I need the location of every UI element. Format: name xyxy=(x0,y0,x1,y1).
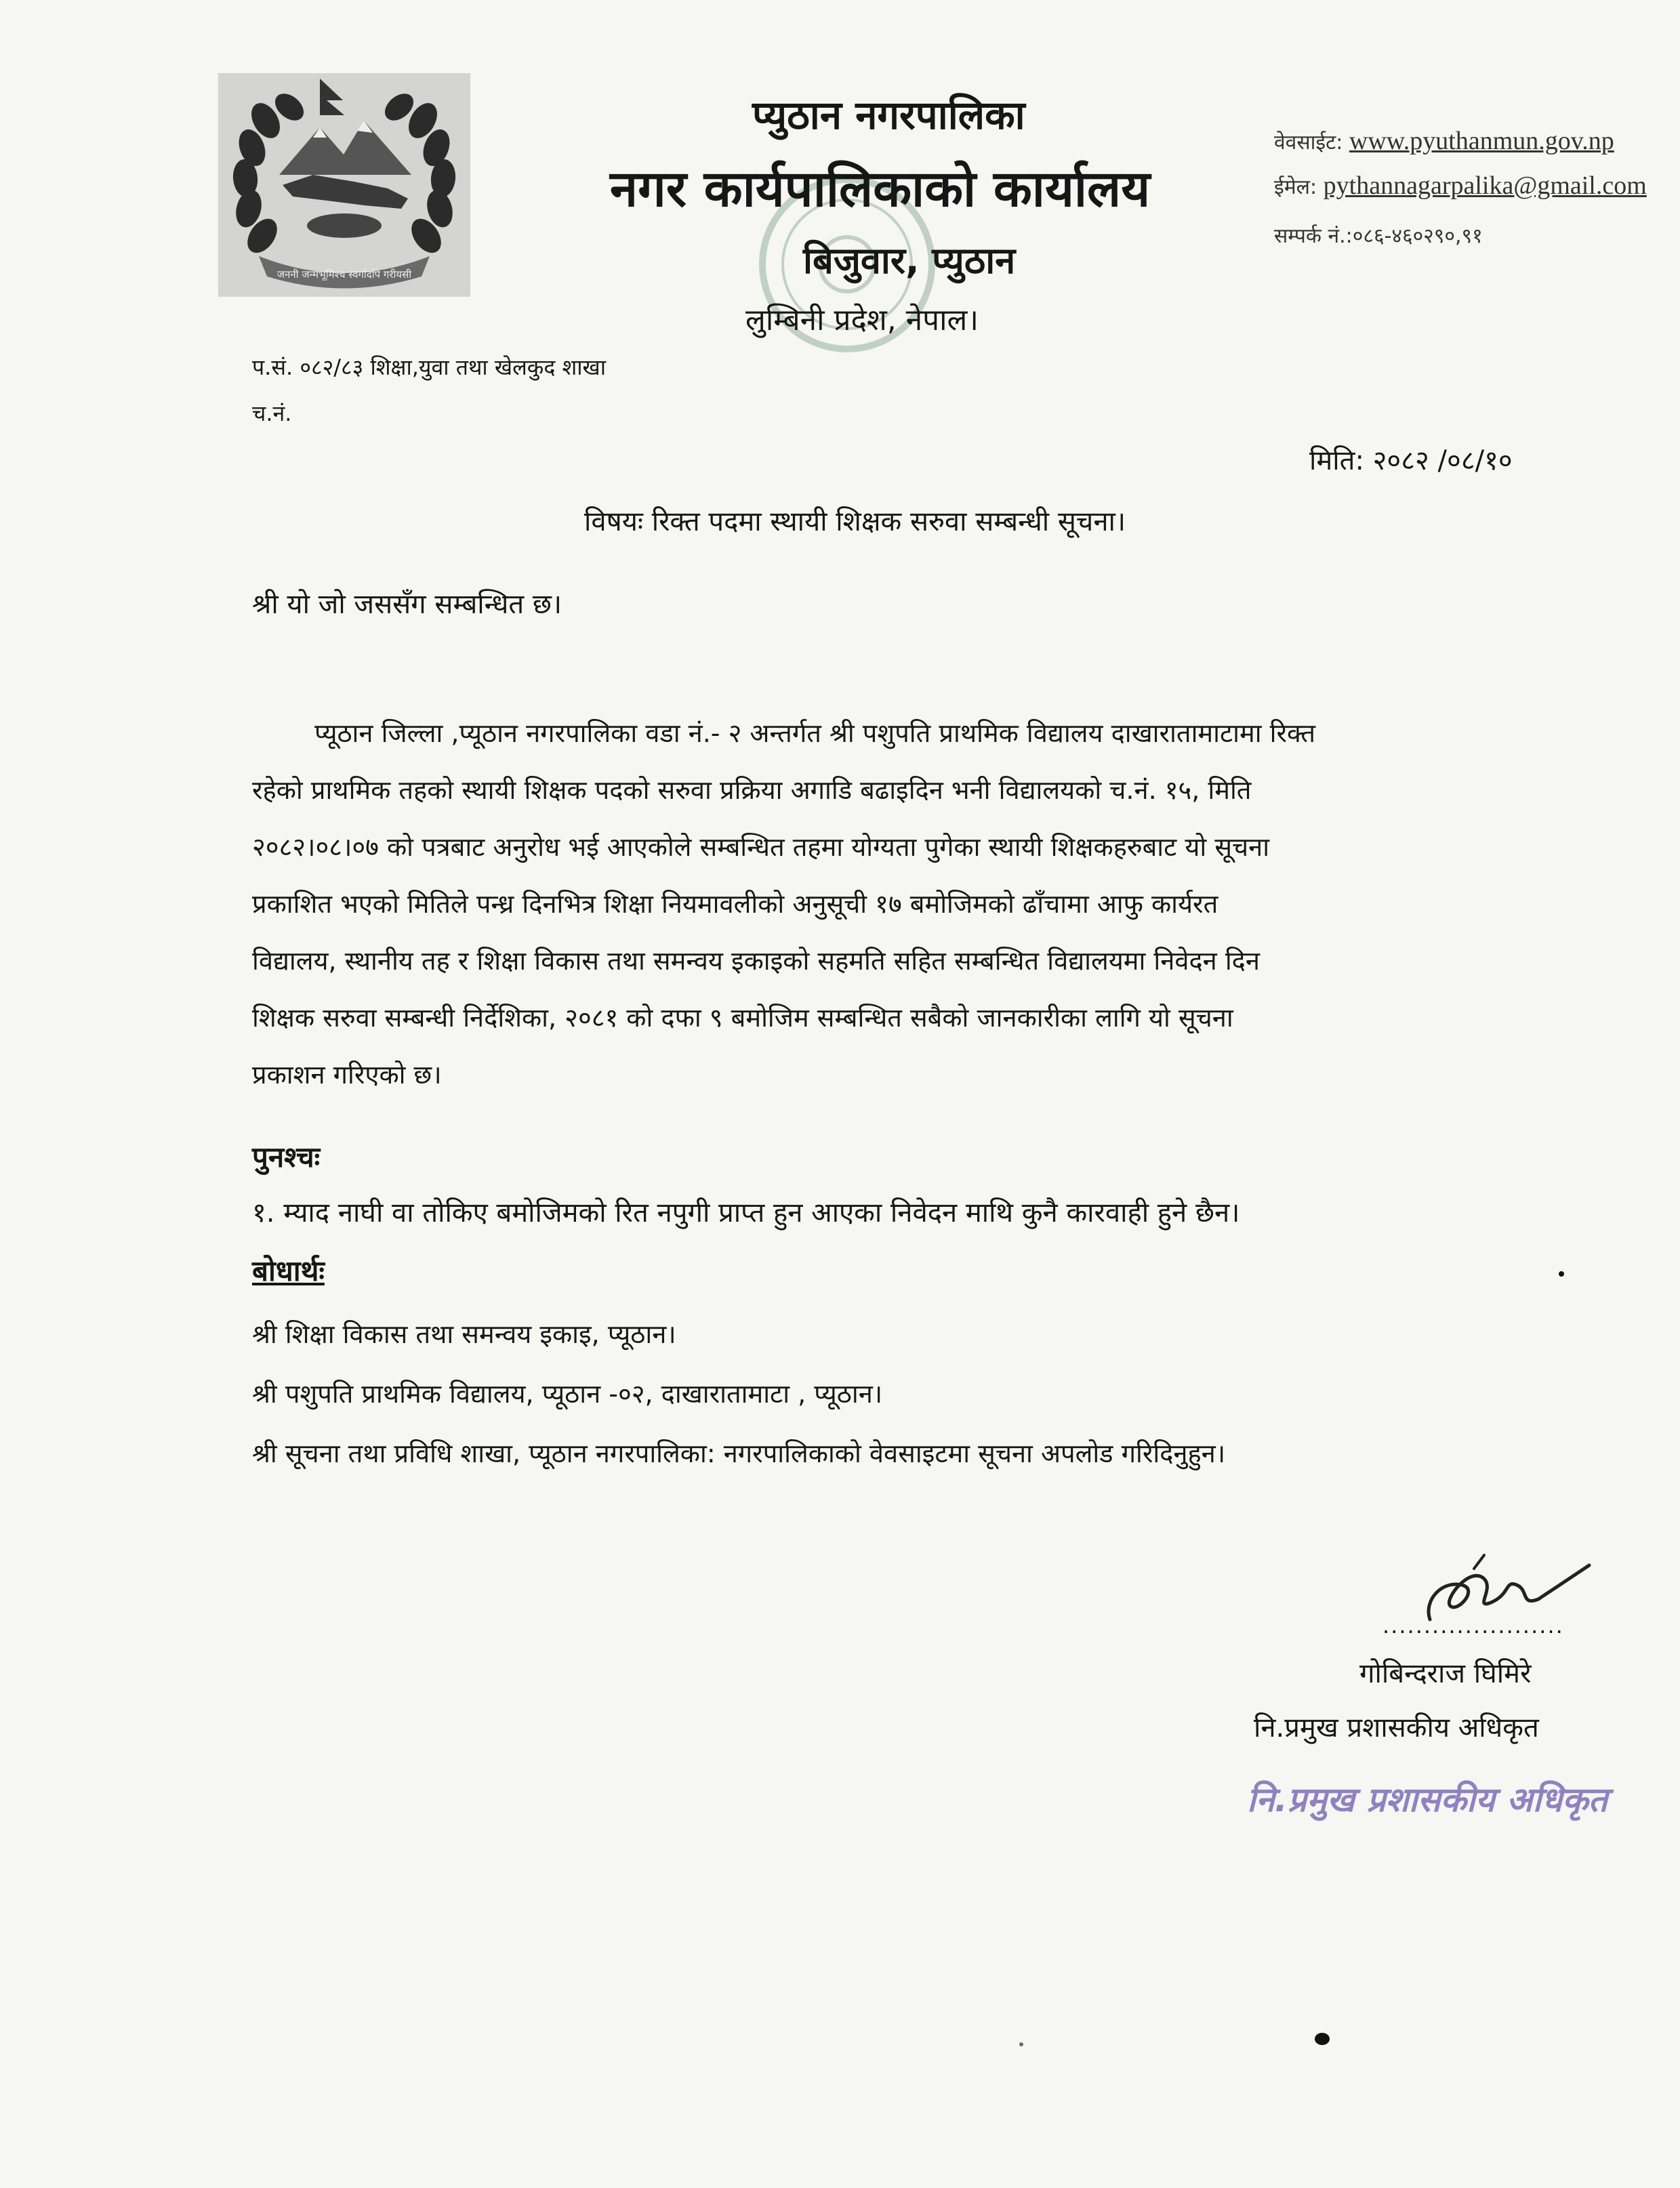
body-line: प्यूठान जिल्ला ,प्यूठान नगरपालिका वडा नं.- २ अन्तर्गत श्री पशुपति प्राथमिक विद्यालय दाखारातामाटामा रिक्त xyxy=(314,718,1316,748)
nepal-emblem-icon xyxy=(218,73,470,297)
website-line xyxy=(1274,126,1614,156)
body-line: रहेको प्राथमिक तहको स्थायी शिक्षक पदको सरुवा प्रक्रिया अगाडि बढाइदिन भनी विद्यालयको च.नं. १५, मिति xyxy=(252,775,1252,805)
body-line: २०८२।०८।०७ को पत्रबाट अनुरोध भई आएकोले सम्बन्धित तहमा योग्यता पुगेका स्थायी शिक्षकहरुबाट यो सूचना xyxy=(252,832,1270,862)
cc-heading: बोधार्थः xyxy=(252,1254,325,1287)
office-name: नगर कार्यपालिकाको कार्यालय xyxy=(610,160,1151,218)
office-province: लुम्बिनी प्रदेश, नेपाल। xyxy=(745,303,979,337)
body-line: प्रकाशन गरिएको छ। xyxy=(252,1060,442,1090)
scan-speck xyxy=(1559,1271,1564,1277)
phone-number: सम्पर्क नं.:०८६-४६०२९०,९१ xyxy=(1274,224,1483,248)
org-name: प्युठान नगरपालिका xyxy=(752,92,1025,138)
office-address: बिजुवार, प्युठान xyxy=(803,239,1016,282)
email-line xyxy=(1274,171,1647,201)
letter-subject: विषयः रिक्त पदमा स्थायी शिक्षक सरुवा सम्बन्धी सूचना। xyxy=(584,506,1126,537)
designation-stamp: नि.प्रमुख प्रशासकीय अधिकृत xyxy=(1247,1780,1608,1819)
postscript-item: १. म्याद नाघी वा तोकिए बमोजिमको रित नपुगी प्राप्त हुन आएका निवेदन माथि कुनै कारवाही हुने छैन। xyxy=(252,1197,1240,1229)
email-label: ईमेल: xyxy=(1274,176,1317,199)
svg-text:जननी जन्मभूमिश्च स्वर्गादपि गर: जननी जन्मभूमिश्च स्वर्गादपि गरीयसी xyxy=(276,268,412,281)
dispatch-number: च.नं. xyxy=(252,400,292,426)
scan-speck xyxy=(1019,2042,1023,2046)
salutation: श्री यो जो जससँग सम्बन्धित छ। xyxy=(252,589,562,620)
body-line: विद्यालय, स्थानीय तह र शिक्षा विकास तथा समन्वय इकाइको सहमति सहित सम्बन्धित विद्यालयमा निवेदन दिन xyxy=(252,946,1260,976)
signer-name: गोबिन्दराज घिमिरे xyxy=(1359,1658,1532,1689)
body-line: शिक्षक सरुवा सम्बन्धी निर्देशिका, २०८१ को दफा ९ बमोजिम सम्बन्धित सबैको जानकारीका लागि यो सूचना xyxy=(252,1003,1233,1033)
body-paragraph xyxy=(252,705,1587,1103)
letter-date: मिति: २०८२ /०८/१० xyxy=(1309,445,1513,476)
email-link[interactable]: pythannagarpalika@gmail.com xyxy=(1323,171,1647,200)
cc-item: श्री शिक्षा विकास तथा समन्वय इकाइ, प्यूठान। xyxy=(252,1319,676,1349)
signature-line: ...................... xyxy=(1382,1613,1564,1638)
signer-title: नि.प्रमुख प्रशासकीय अधिकृत xyxy=(1254,1712,1539,1743)
scan-speck xyxy=(1315,2033,1330,2045)
reference-number: प.सं. ०८२/८३ शिक्षा,युवा तथा खेलकुद शाखा xyxy=(252,354,607,380)
cc-item: श्री सूचना तथा प्रविधि शाखा, प्यूठान नगरपालिका: नगरपालिकाको वेवसाइटमा सूचना अपलोड गरिदिनुहुन। xyxy=(252,1439,1226,1468)
cc-item: श्री पशुपति प्राथमिक विद्यालय, प्यूठान -०२, दाखारातामाटा , प्यूठान। xyxy=(252,1379,883,1409)
body-line: प्रकाशित भएको मितिले पन्ध्र दिनभित्र शिक्षा नियमावलीको अनुसूची १७ बमोजिमको ढाँचामा आफु कार्यरत xyxy=(252,889,1218,919)
website-link[interactable]: www.pyuthanmun.gov.np xyxy=(1349,127,1614,155)
website-label: वेवसाईट: xyxy=(1274,131,1343,154)
postscript-heading: पुनश्चः xyxy=(252,1140,321,1174)
